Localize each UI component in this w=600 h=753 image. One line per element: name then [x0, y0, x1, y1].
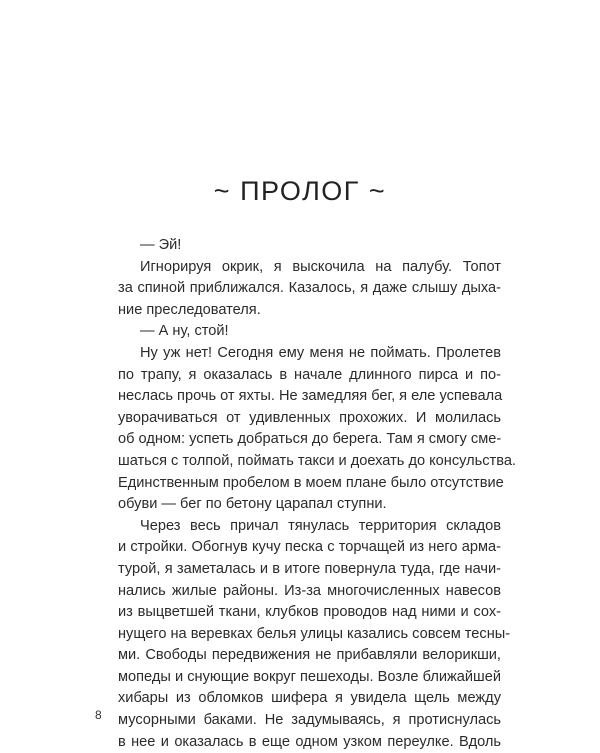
text-line: мусорными баками. Не задумываясь, я протиснулась [118, 712, 501, 729]
text-line: Ну уж нет! Сегодня ему меня не поймать. Пролетев [140, 344, 501, 361]
text-line: обуви — бег по бетону царапал ступни. [118, 496, 387, 513]
text-line: и стройки. Обогнув кучу песка с торчащей из него арма- [118, 539, 501, 556]
text-line: Через весь причал тянулась территория складов [140, 517, 501, 534]
paragraph [98, 321, 501, 343]
text-line: Единственным пробелом в моем плане было отсутствие [118, 474, 504, 491]
text-line: турой, я заметалась и в итоге повернула туда, где начи- [118, 560, 501, 577]
page-number: 8 [95, 708, 102, 722]
text-line: — А ну, стой! [140, 323, 229, 340]
text-line: в нее и оказалась в еще одном узком переулке. Вдоль [118, 733, 501, 750]
paragraph [98, 343, 516, 516]
text-line: из выцветшей ткани, клубков проводов над ними и сох- [118, 604, 501, 621]
text-line: — Эй! [140, 237, 182, 253]
text-line: за спиной приближался. Казалось, я даже слышу дыха- [118, 280, 501, 297]
text-line: неслась прочь от яхты. Не замедляя бег, я еле успевала [118, 388, 503, 405]
text-line: нущего на веревках белья улицы казались совсем тесны- [118, 625, 511, 642]
chapter-title: ~ ПРОЛОГ ~ [213, 176, 387, 206]
text-line: шаться с толпой, поймать такси и доехать до консульства. [118, 452, 516, 469]
text-line: хибары из обломков шифера я увидела щель между [118, 690, 501, 707]
text-line: ми. Свободы передвижения не прибавляли велорикши, [118, 647, 501, 664]
body-text [98, 235, 516, 753]
paragraph [98, 257, 501, 322]
text-line: нались жилые районы. Из-за многочисленных навесов [118, 582, 501, 599]
paragraph [98, 516, 511, 753]
text-line: уворачиваться от удивленных прохожих. И молилась [118, 409, 501, 426]
paragraph [98, 235, 501, 257]
text-line: ние преследователя. [118, 301, 261, 318]
text-line: об одном: успеть добраться до берега. Там я смогу сме- [118, 431, 502, 448]
text-line: по трапу, я оказалась в начале длинного пирса и по- [118, 366, 501, 383]
text-line: мопеды и снующие вокруг пешеходы. Возле ближайшей [118, 668, 501, 685]
text-line: Игнорируя окрик, я выскочила на палубу. Топот [140, 258, 501, 275]
